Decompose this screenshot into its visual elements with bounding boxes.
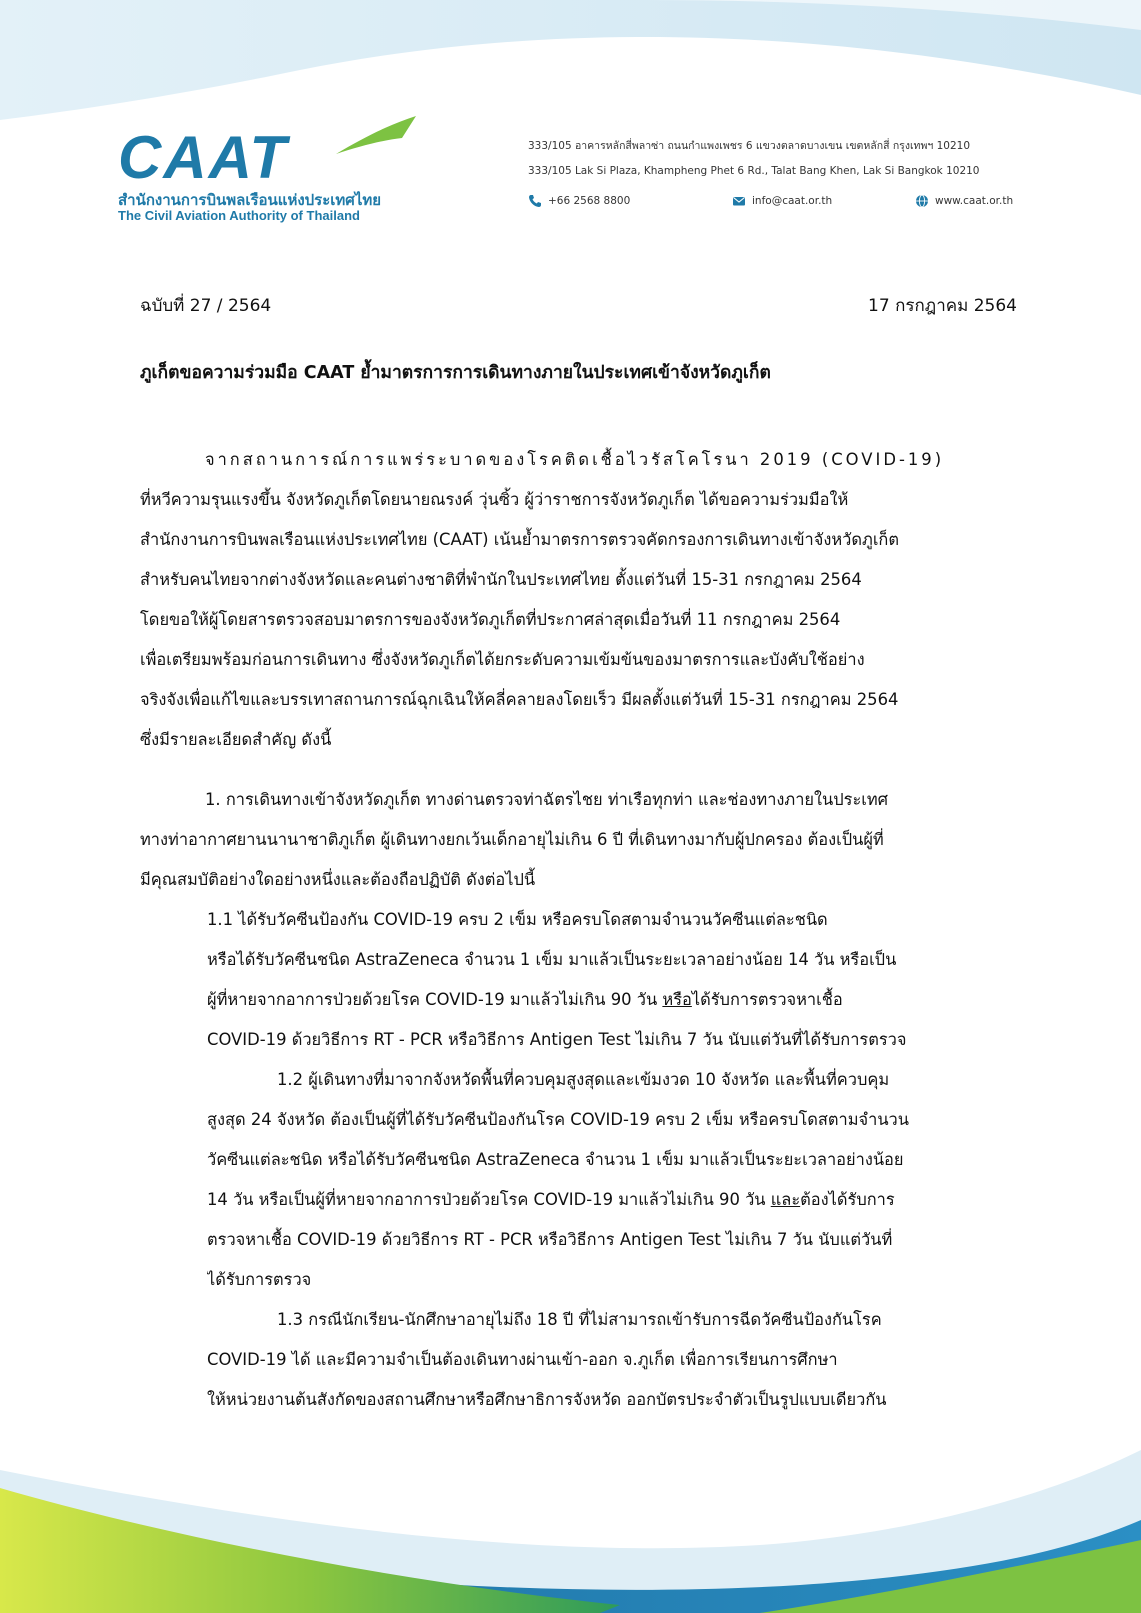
underlined-or: หรือ xyxy=(662,990,692,1009)
item-1-1-line: 1.1 ได้รับวัคซีนป้องกัน COVID-19 ครบ 2 เข็ม หรือครบโดสตามจำนวนวัคซีนแต่ละชนิด xyxy=(207,910,828,929)
issue-number: ฉบับที่ 27 / 2564 xyxy=(140,296,272,316)
intro-line: สำนักงานการบินพลเรือนแห่งประเทศไทย (CAAT) เน้นย้ำมาตรการตรวจคัดกรองการเดินทางเข้าจังหวัดภูเก็ต xyxy=(140,530,899,549)
caat-logo xyxy=(118,118,438,228)
text-segment: ได้รับการตรวจหาเชื้อ xyxy=(691,990,843,1009)
item-1-2 xyxy=(207,1060,1020,1300)
contact-phone xyxy=(528,194,630,208)
item-1-line: มีคุณสมบัติอย่างใดอย่างหนึ่งและต้องถือปฏิบัติ ดังต่อไปนี้ xyxy=(140,870,536,889)
item-1-3-line: ให้หน่วยงานต้นสังกัดของสถานศึกษาหรือศึกษาธิการจังหวัด ออกบัตรประจำตัวเป็นรูปแบบเดียวกัน xyxy=(207,1390,887,1409)
intro-line: เพื่อเตรียมพร้อมก่อนการเดินทาง ซึ่งจังหวัดภูเก็ตได้ยกระดับความเข้มข้นของมาตรการและบังคับใช้อย่าง xyxy=(140,650,865,669)
mail-icon xyxy=(732,194,746,208)
text-segment: ผู้ที่หายจากอาการป่วยด้วยโรค COVID-19 มาแล้วไม่เกิน 90 วัน xyxy=(207,990,663,1009)
address-english: 333/105 Lak Si Plaza, Khampheng Phet 6 Rd., Talat Bang Khen, Lak Si Bangkok 10210 xyxy=(528,165,980,177)
contact-email xyxy=(732,194,832,208)
org-name-thai: สำนักงานการบินพลเรือนแห่งประเทศไทย xyxy=(118,191,382,209)
phone-icon xyxy=(528,194,542,208)
issue-date: 17 กรกฎาคม 2564 xyxy=(868,296,1017,316)
item-1-line: 1. การเดินทางเข้าจังหวัดภูเก็ต ทางด่านตรวจท่าฉัตรไชย ท่าเรือทุกท่า และช่องทางภายในประเทศ xyxy=(205,790,889,809)
item-1-2-line xyxy=(207,1180,1020,1220)
logo-swoosh-icon xyxy=(336,116,416,156)
intro-line: โดยขอให้ผู้โดยสารตรวจสอบมาตรการของจังหวัดภูเก็ตที่ประกาศล่าสุดเมื่อวันที่ 11 กรกฎาคม 2564 xyxy=(140,610,841,629)
logo-wordmark: CAAT xyxy=(118,124,289,191)
contact-website xyxy=(915,194,1013,208)
item-1-2-line: 1.2 ผู้เดินทางที่มาจากจังหวัดพื้นที่ควบคุมสูงสุดและเข้มงวด 10 จังหวัด และพื้นที่ควบคุม xyxy=(277,1070,890,1089)
item-1 xyxy=(140,780,1020,900)
item-1-2-line: วัคซีนแต่ละชนิด หรือได้รับวัคซีนชนิด AstraZeneca จำนวน 1 เข็ม มาแล้วเป็นระยะเวลาอย่างน้อย xyxy=(207,1150,904,1169)
document-title: ภูเก็ตขอความร่วมมือ CAAT ย้ำมาตรการการเดินทางภายในประเทศเข้าจังหวัดภูเก็ต xyxy=(140,363,771,383)
text-segment: ต้องได้รับการ xyxy=(800,1190,895,1209)
intro-paragraph xyxy=(140,440,1020,760)
item-1-2-line: ตรวจหาเชื้อ COVID-19 ด้วยวิธีการ RT - PCR หรือวิธีการ Antigen Test ไม่เกิน 7 วัน นับแต่วันที่ xyxy=(207,1230,893,1249)
intro-line: จริงจังเพื่อแก้ไขและบรรเทาสถานการณ์ฉุกเฉินให้คลี่คลายลงโดยเร็ว มีผลตั้งแต่วันที่ 15-31 กรกฎาคม 2564 xyxy=(140,690,899,709)
item-1-3-line: 1.3 กรณีนักเรียน-นักศึกษาอายุไม่ถึง 18 ปี ที่ไม่สามารถเข้ารับการฉีดวัคซีนป้องกันโรค xyxy=(277,1310,882,1329)
intro-line: สำหรับคนไทยจากต่างจังหวัดและคนต่างชาติที่พำนักในประเทศไทย ตั้งแต่วันที่ 15-31 กรกฎาคม 2564 xyxy=(140,570,862,589)
item-1-1 xyxy=(207,900,1020,1060)
intro-line: ที่หวีความรุนแรงขึ้น จังหวัดภูเก็ตโดยนายณรงค์ วุ่นซิ้ว ผู้ว่าราชการจังหวัดภูเก็ต ได้ขอความร่วมมือให้ xyxy=(140,490,849,509)
item-1-2-line: ได้รับการตรวจ xyxy=(207,1270,312,1289)
item-1-1-line: หรือได้รับวัคซีนชนิด AstraZeneca จำนวน 1 เข็ม มาแล้วเป็นระยะเวลาอย่างน้อย 14 วัน หรือเป็น xyxy=(207,950,897,969)
item-1-2-line: สูงสุด 24 จังหวัด ต้องเป็นผู้ที่ได้รับวัคซีนป้องกันโรค COVID-19 ครบ 2 เข็ม หรือครบโดสตามจำนวน xyxy=(207,1110,909,1129)
item-1-3-line: COVID-19 ได้ และมีความจำเป็นต้องเดินทางผ่านเข้า-ออก จ.ภูเก็ต เพื่อการเรียนการศึกษา xyxy=(207,1350,838,1369)
org-name-english: The Civil Aviation Authority of Thailand xyxy=(118,208,360,223)
text-segment: 14 วัน หรือเป็นผู้ที่หายจากอาการป่วยด้วยโรค COVID-19 มาแล้วไม่เกิน 90 วัน xyxy=(207,1190,771,1209)
phone-number: +66 2568 8800 xyxy=(548,195,631,207)
item-1-1-line xyxy=(207,980,1020,1020)
email-address[interactable]: info@caat.or.th xyxy=(752,195,833,207)
underlined-and: และ xyxy=(770,1190,801,1209)
item-1-line: ทางท่าอากาศยานนานาชาติภูเก็ต ผู้เดินทางยกเว้นเด็กอายุไม่เกิน 6 ปี ที่เดินทางมากับผู้ปกครอง ต้องเป็นผู้ที่ xyxy=(140,830,884,849)
item-1-3 xyxy=(207,1300,1020,1420)
address-thai: 333/105 อาคารหลักสี่พลาซ่า ถนนกำแพงเพชร 6 แขวงตลาดบางเขน เขตหลักสี่ กรุงเทพฯ 10210 xyxy=(528,140,971,152)
intro-line: ซึ่งมีรายละเอียดสำคัญ ดังนี้ xyxy=(140,730,332,749)
globe-icon xyxy=(915,194,929,208)
item-1-1-line: COVID-19 ด้วยวิธีการ RT - PCR หรือวิธีการ Antigen Test ไม่เกิน 7 วัน นับแต่วันที่ได้รับการตรวจ xyxy=(207,1030,907,1049)
website-url[interactable]: www.caat.or.th xyxy=(935,195,1014,207)
intro-line: จากสถานการณ์การแพร่ระบาดของโรคติดเชื้อไวรัสโคโรนา 2019 (COVID-19) xyxy=(205,450,945,469)
